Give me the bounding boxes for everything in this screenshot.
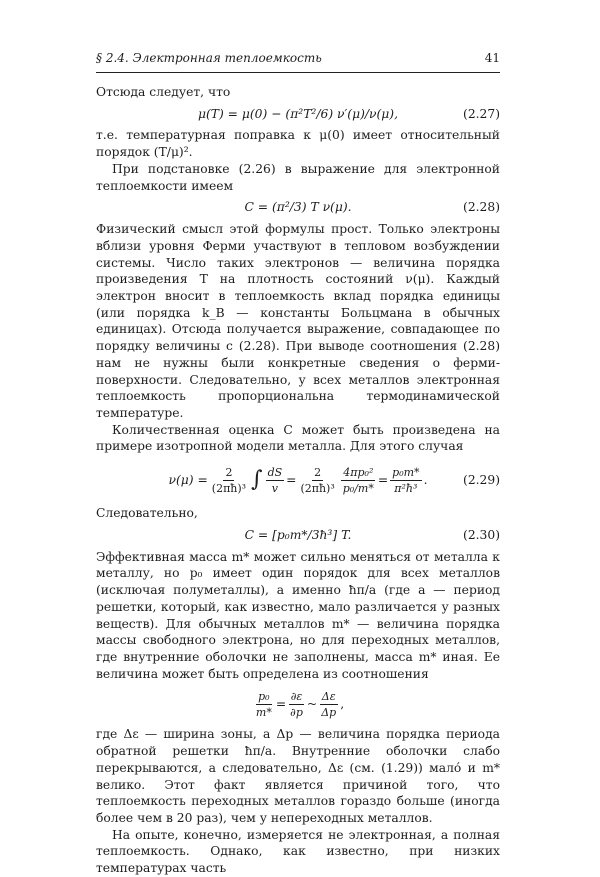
section-title: § 2.4. Электронная теплоемкость [96,51,322,65]
fraction: $\frac{\partial\varepsilon}{\partial p}$ [290,689,303,719]
paragraph: где Δε — ширина зоны, а Δp — величина порядка периода обратной решетки ħπ/a. Внутренние оболочки слабо перекрываются, а следовательно, Δε (см. (1.29)) мало́ и m* велико. Этот факт является причиной того, что теплоемкость переходных металлов гораздо больше (иногда более чем в 20 раз), чем у непереходных металлов. [96,727,500,825]
equation-2-27 [96,103,500,124]
equation-2-28 [96,197,500,218]
page-number: 41 [484,51,500,65]
fraction: $\frac{\text{p₀m*}}{\text{π²ħ³}}$ [392,465,420,495]
page [96,50,500,877]
fraction: $\frac{\text{p₀}}{m*}$ [255,689,272,719]
fraction: $\frac{dS}{v}$ [267,465,283,495]
period: . [423,472,428,487]
equals: = [275,697,287,712]
equation-2-30 [96,525,500,546]
equation-number: (2.27) [463,106,500,121]
equation-number: (2.30) [463,527,500,542]
paragraph: При подстановке (2.26) в выражение для электронной теплоемкости имеем [96,161,500,193]
fraction: $\frac{2}{\text{(2πħ)³}}$ [211,465,247,495]
equation-body: μ(T) = μ(0) − (π²T²/6) ν′(μ)/ν(μ), [197,106,399,121]
similar-sign: ~ [306,697,318,712]
equation-number: (2.29) [463,472,500,487]
eq-lhs: ν(μ) = [168,472,208,487]
paragraph: Физический смысл этой формулы прост. Только электроны вблизи уровня Ферми участвуют в тепловом возбуждении системы. Число таких электронов — величина порядка произведения T на плотность состояний ν(μ). Каждый электрон вносит в теплоемкость вклад порядка единицы (или порядка k_B — константы Больцмана в обычных единицах). Отсюда получается выражение, совпадающее по порядку величины с (2.28). При выводе соотношения (2.28) нам не нужны были конкретные сведения о ферми-поверхности. Следовательно, у всех металлов электронная теплоемкость пропорциональна термодинамической температуре. [96,222,500,420]
equation-body: C = (π²/3) T ν(μ). [244,200,352,215]
paragraph: Количественная оценка C может быть произведена на примере изотропной модели металла. Для этого случая [96,422,500,454]
running-header [96,50,500,73]
paragraph: Эффективная масса m* может сильно меняться от металла к металлу, но p₀ имеет один порядок для всех металлов (исключая полуметаллы), а именно ħπ/a (где a — период решетки, который, как известно, мало различается у разных веществ). Для обычных металлов m* — величина порядка массы свободного электрона, но для переходных металлов, где внутренние оболочки не заполнены, масса m* иная. Ее величина может быть определена из соотношения [96,549,500,681]
paragraph: Следовательно, [96,506,198,521]
equation-mass-relation [96,687,500,721]
paragraph: т.е. температурная поправка к μ(0) имеет относительный порядок (T/μ)². [96,128,500,160]
equation-2-29 [96,461,500,499]
fraction: $\frac{\Delta\varepsilon}{\Delta p}$ [321,689,337,719]
equation-body: C = [p₀m*/3ħ³] T. [244,527,352,542]
equals: = [377,472,389,487]
comma: , [340,697,345,712]
fraction: $\frac{2}{\text{(2πħ)³}}$ [300,465,335,495]
paragraph: Отсюда следует, что [96,84,231,99]
integral-sign: ∫ [251,466,263,492]
equation-number: (2.28) [463,200,500,215]
fraction: $\frac{\text{4πp₀²}}{\text{p₀/m*}}$ [342,465,374,495]
equals: = [286,472,297,487]
paragraph: На опыте, конечно, измеряется не электронная, а полная теплоемкость. Однако, как известно, при низких температурах часть [96,827,500,876]
